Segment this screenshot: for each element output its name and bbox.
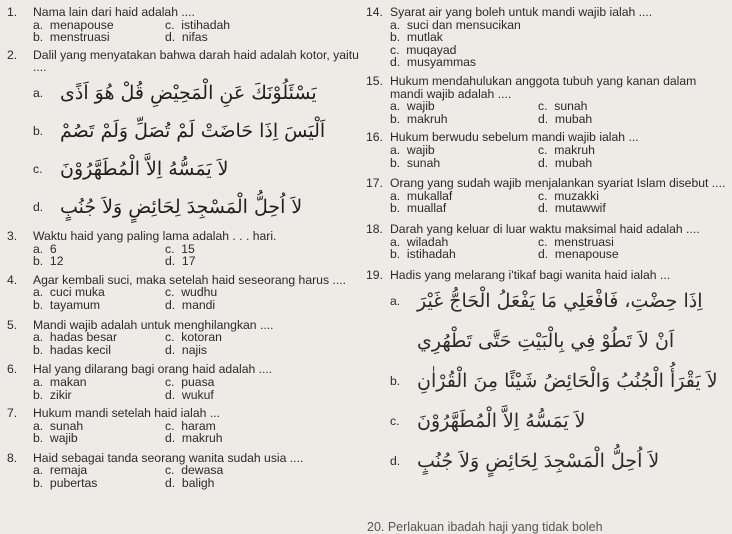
question: [0, 274, 366, 312]
answer-option[interactable]: b. muallaf: [390, 201, 447, 216]
question-number: 16.: [366, 130, 383, 145]
question-text: Haid sebagai tanda seorang wanita sudah usia ....: [33, 450, 304, 465]
arabic-option[interactable]: [390, 401, 732, 441]
answer-options: [33, 420, 366, 445]
question-number: 14.: [366, 5, 383, 19]
answer-option[interactable]: d. baligh: [165, 476, 215, 491]
answer-option[interactable]: b. hadas kecil: [33, 342, 111, 357]
question: [366, 177, 732, 215]
arabic-option[interactable]: [33, 150, 366, 188]
arabic-option[interactable]: [390, 361, 732, 401]
question-text: Dalil yang menyatakan bahwa darah haid adalah kotor, yaitu ....: [33, 47, 359, 75]
question-number: 15.: [366, 73, 383, 88]
arabic-text: اَلْيَسَ اِذَا حَاضَتْ لَمْ تُصَلِّ وَلَمْ تَصُمْ: [60, 119, 326, 142]
answer-option[interactable]: c. menstruasi: [538, 234, 614, 249]
answer-option[interactable]: b. makruh: [390, 111, 448, 126]
answer-option[interactable]: c. puasa: [165, 374, 215, 389]
question-text: Hadis yang melarang i'tikaf bagi wanita haid ialah ...: [390, 267, 671, 282]
answer-option[interactable]: c. 15: [165, 241, 195, 256]
question: [0, 319, 366, 357]
question-number: 7.: [7, 406, 18, 421]
answer-option[interactable]: a. 6: [33, 241, 57, 256]
question-text: Nama lain dari haid adalah ....: [33, 5, 195, 19]
arabic-option[interactable]: [390, 441, 732, 481]
answer-options: [390, 144, 732, 169]
arabic-text: لاَ يَقْرَأُ الْجُنُبُ وَالْحَائِضُ شَيْئًا مِنَ الْقُرْاٰنِ: [417, 369, 718, 392]
question: [0, 6, 366, 44]
arabic-text: اَنْ لاَ تَطُوْ فِي بِالْبَيْتِ حَتَّى تَطْهُرِي: [417, 329, 675, 352]
answer-option[interactable]: c. sunah: [538, 99, 588, 114]
question-text: Darah yang keluar di luar waktu maksimal haid adalah ....: [390, 221, 700, 236]
option-letter: c.: [390, 413, 400, 428]
answer-option[interactable]: a. wiladah: [390, 234, 449, 249]
answer-option[interactable]: d. menapouse: [538, 247, 619, 262]
option-letter: d.: [390, 453, 401, 468]
answer-option[interactable]: c. kotoran: [165, 330, 222, 345]
question: [0, 363, 366, 401]
answer-option[interactable]: a. remaja: [33, 463, 88, 478]
answer-option[interactable]: d. nifas: [165, 30, 208, 45]
answer-option[interactable]: c. muqayad: [390, 42, 457, 57]
option-letter: c.: [33, 161, 43, 176]
answer-option[interactable]: a. cuci muka: [33, 285, 105, 300]
answer-option[interactable]: d. najis: [165, 342, 208, 357]
question-text: Orang yang sudah wajib menjalankan syariat Islam disebut ....: [390, 176, 726, 191]
arabic-text: لاَ اُحِلُّ الْمَسْجِدَ لِحَائِضٍ وَلاَ جُنُبٍ: [417, 449, 660, 472]
answer-option[interactable]: d. mubah: [538, 111, 593, 126]
question: [366, 6, 732, 69]
question-text: Hukum mendahulukan anggota tubuh yang kanan dalam mandi wajib adalah ....: [390, 73, 697, 101]
answer-option[interactable]: b. sunah: [390, 155, 441, 170]
question-number: 4.: [7, 272, 18, 287]
right-column: [366, 6, 732, 481]
question-number: 19.: [366, 267, 383, 282]
answer-option[interactable]: c. muzakki: [538, 188, 599, 203]
option-letter: b.: [390, 373, 401, 388]
question-number: 18.: [366, 221, 383, 236]
question: [366, 269, 732, 482]
left-column: [0, 6, 366, 490]
question-text: Mandi wajib adalah untuk menghilangkan ....: [33, 317, 274, 332]
answer-option[interactable]: d. makruh: [165, 431, 223, 446]
answer-options: [33, 19, 366, 44]
question: [0, 407, 366, 445]
answer-option[interactable]: a. menapouse: [33, 17, 114, 32]
answer-option[interactable]: a. sunah: [33, 418, 84, 433]
arabic-option[interactable]: [390, 321, 732, 361]
option-letter: b.: [33, 123, 44, 138]
cut-off-question: 20. Perlakuan ibadah haji yang tidak boleh: [367, 520, 603, 534]
answer-option[interactable]: d. musyammas: [390, 55, 477, 70]
answer-options: [33, 286, 366, 311]
answer-options: [390, 19, 732, 69]
answer-option[interactable]: a. hadas besar: [33, 330, 118, 345]
question: [366, 131, 732, 169]
answer-options: [33, 243, 366, 268]
answer-option[interactable]: a. makan: [33, 374, 87, 389]
answer-option[interactable]: b. wajib: [33, 431, 78, 446]
answer-option[interactable]: c. makruh: [538, 142, 595, 157]
answer-option[interactable]: c. istihadah: [165, 17, 231, 32]
answer-option[interactable]: c. haram: [165, 418, 216, 433]
answer-options: [390, 100, 732, 125]
answer-option[interactable]: a. wajib: [390, 99, 435, 114]
arabic-option[interactable]: [33, 188, 366, 226]
answer-option[interactable]: a. mukallaf: [390, 188, 453, 203]
answer-option[interactable]: d. wukuf: [165, 387, 214, 402]
arabic-option[interactable]: [33, 112, 366, 150]
answer-options: [33, 376, 366, 401]
answer-option[interactable]: b. pubertas: [33, 476, 98, 491]
arabic-option[interactable]: [390, 281, 732, 321]
question-number: 2.: [7, 47, 18, 62]
answer-option[interactable]: c. dewasa: [165, 463, 224, 478]
answer-options: [33, 464, 366, 489]
question-text: Hukum berwudu sebelum mandi wajib ialah ...: [390, 130, 639, 145]
arabic-text: لاَ اُحِلُّ الْمَسْجِدَ لِحَائِضٍ وَلاَ جُنُبٍ: [60, 195, 303, 218]
arabic-text: اِذَا حِضْتِ، فَافْعَلِي مَا يَفْعَلُ الْحَاجُّ غَيْرَ: [417, 289, 703, 312]
answer-options: [390, 190, 732, 215]
question-number: 6.: [7, 362, 18, 377]
answer-option[interactable]: b. mutlak: [390, 30, 443, 45]
answer-option[interactable]: b. tayamum: [33, 297, 101, 312]
question: [366, 75, 732, 125]
answer-option[interactable]: d. mutawwif: [538, 201, 606, 216]
answer-option[interactable]: b. zikir: [33, 387, 72, 402]
question-text: Syarat air yang boleh untuk mandi wajib ialah ....: [390, 5, 653, 19]
answer-options: [390, 236, 732, 261]
question-number: 3.: [7, 228, 18, 243]
question-text: Hukum mandi setelah haid ialah ...: [33, 406, 220, 421]
question-number: 1.: [7, 5, 18, 19]
answer-options: [33, 331, 366, 356]
question: [0, 230, 366, 268]
answer-option[interactable]: a. suci dan mensucikan: [390, 17, 521, 32]
answer-option[interactable]: c. wudhu: [165, 285, 218, 300]
question-text: Hal yang dilarang bagi orang haid adalah ....: [33, 362, 273, 377]
arabic-text: لاَ يَمَسُّهُ اِلاَّ الْمُطَهَّرُوْنَ: [417, 409, 586, 432]
answer-option[interactable]: a. wajib: [390, 142, 435, 157]
answer-option[interactable]: d. mandi: [165, 297, 216, 312]
arabic-option[interactable]: [33, 74, 366, 112]
question: [0, 49, 366, 226]
question-number: 8.: [7, 450, 18, 465]
option-letter: a.: [33, 85, 44, 100]
question-text: Agar kembali suci, maka setelah haid seseorang harus ....: [33, 272, 346, 287]
question: [0, 452, 366, 490]
answer-option[interactable]: b. menstruasi: [33, 30, 110, 45]
answer-option[interactable]: d. 17: [165, 254, 196, 269]
answer-option[interactable]: b. 12: [33, 254, 64, 269]
arabic-text: يَسْئَلُوْنَكَ عَنِ الْمَحِيْضِ قُلْ هُوَ اَذًى: [60, 81, 317, 104]
question-number: 5.: [7, 317, 18, 332]
arabic-text: لاَ يَمَسُّهُ اِلاَّ الْمُطَهَّرُوْنَ: [60, 157, 229, 180]
answer-option[interactable]: d. mubah: [538, 155, 593, 170]
answer-option[interactable]: b. istihadah: [390, 247, 456, 262]
question: [366, 223, 732, 261]
option-letter: d.: [33, 199, 44, 214]
question-number: 17.: [366, 176, 383, 191]
question-text: Waktu haid yang paling lama adalah . . . hari.: [33, 228, 277, 243]
option-letter: a.: [390, 293, 401, 308]
